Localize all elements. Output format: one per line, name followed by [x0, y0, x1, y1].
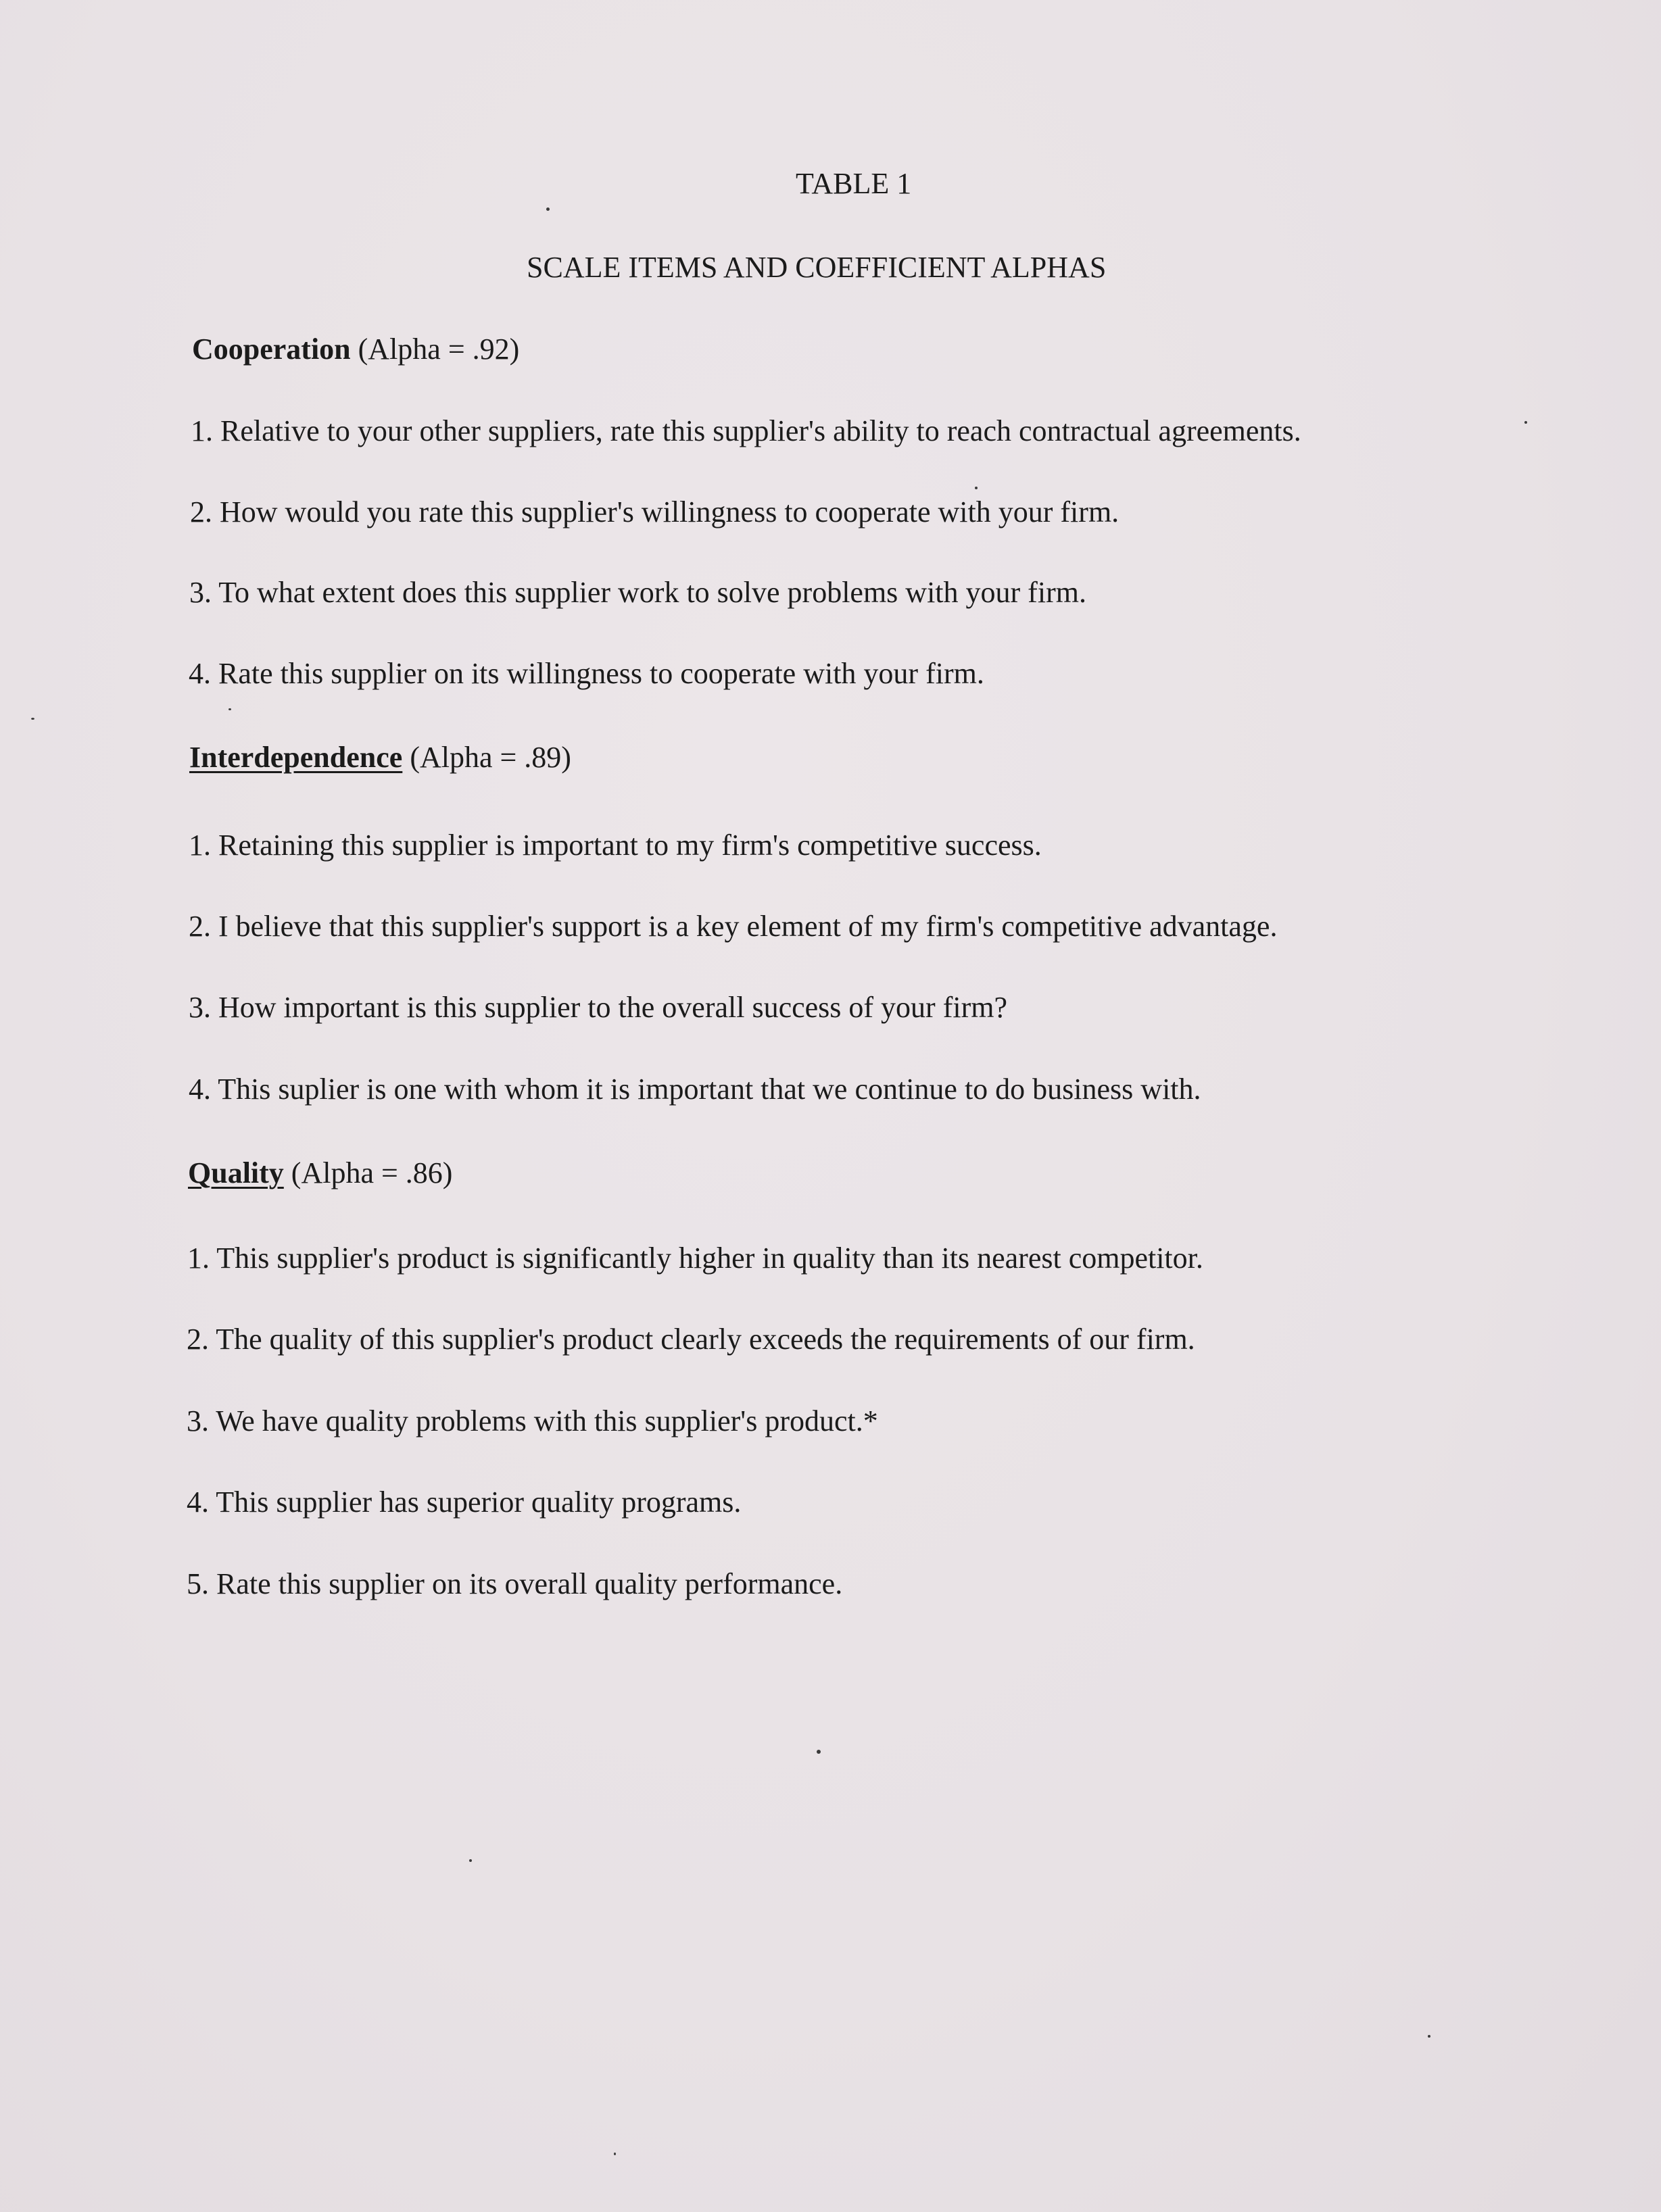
list-item: 4. This supplier has superior quality programs. — [187, 1485, 742, 1519]
list-item: 1. Relative to your other suppliers, rate this supplier's ability to reach contractual agreements. — [191, 414, 1301, 447]
alpha-value: (Alpha = .92) — [358, 333, 520, 366]
table-title: TABLE 1 — [796, 167, 912, 200]
list-item: 2. The quality of this supplier's product clearly exceeds the requirements of our firm. — [187, 1323, 1195, 1356]
scan-speck — [469, 1859, 472, 1862]
list-item: 1. This supplier's product is significantly higher in quality than its nearest competitor. — [187, 1242, 1203, 1275]
scan-speck — [975, 487, 978, 489]
heading-label: Interdependence — [189, 741, 403, 774]
section-heading-cooperation — [192, 332, 519, 367]
scan-speck — [228, 708, 231, 710]
scan-speck — [31, 718, 34, 720]
list-item: 2. I believe that this supplier's support is a key element of my firm's competitive advantage. — [189, 910, 1278, 943]
list-item: 3. We have quality problems with this supplier's product.* — [187, 1404, 878, 1437]
section-heading-interdependence — [189, 740, 571, 775]
scan-speck — [546, 207, 550, 211]
list-item: 4. Rate this supplier on its willingness to cooperate with your firm. — [189, 657, 984, 690]
list-item: 2. How would you rate this supplier's willingness to cooperate with your firm. — [190, 495, 1120, 529]
scan-speck — [614, 2153, 616, 2155]
list-item: 4. This suplier is one with whom it is important that we continue to do business with. — [189, 1073, 1201, 1106]
section-heading-quality — [188, 1156, 452, 1191]
alpha-value: (Alpha = .86) — [291, 1156, 453, 1189]
list-item: 3. To what extent does this supplier work to solve problems with your firm. — [189, 576, 1086, 609]
heading-label: Quality — [188, 1156, 284, 1189]
table-subtitle: SCALE ITEMS AND COEFFICIENT ALPHAS — [527, 251, 1107, 284]
list-item: 5. Rate this supplier on its overall quality performance. — [187, 1567, 843, 1600]
scan-speck — [1524, 421, 1527, 424]
alpha-value: (Alpha = .89) — [410, 741, 571, 774]
scan-speck — [1428, 2035, 1430, 2038]
list-item: 1. Retaining this supplier is important to my firm's competitive success. — [189, 829, 1042, 862]
scan-speck — [817, 1750, 821, 1754]
list-item: 3. How important is this supplier to the overall success of your firm? — [189, 991, 1007, 1024]
heading-label: Cooperation — [192, 333, 351, 366]
